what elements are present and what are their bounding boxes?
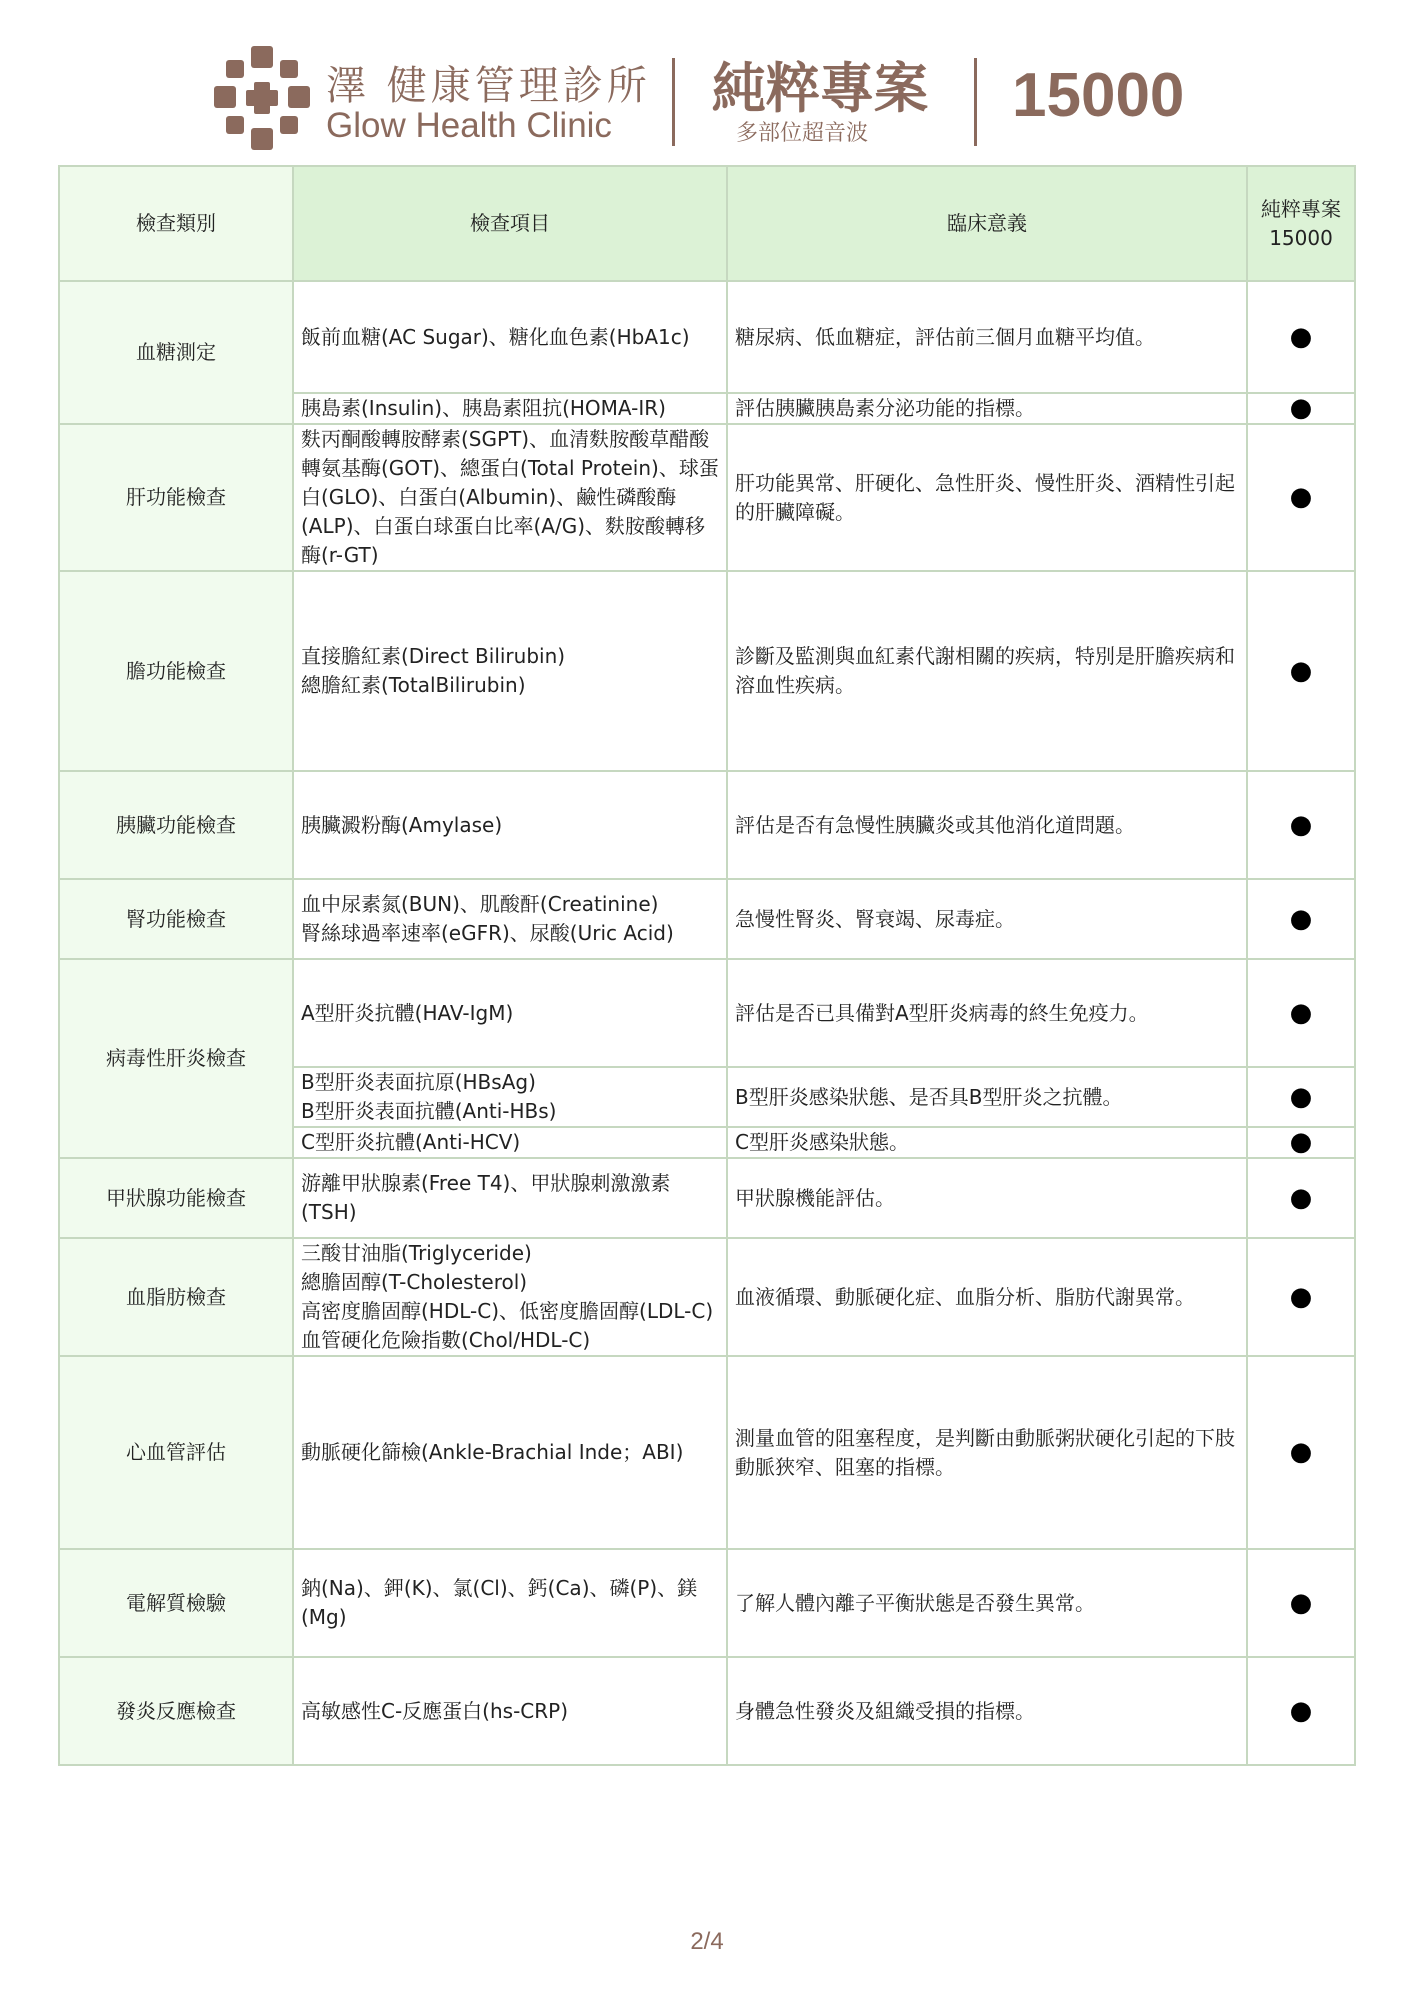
item-cell <box>293 1158 727 1238</box>
included-dot-icon: ● <box>1247 879 1355 959</box>
included-dot-icon: ● <box>1247 1158 1355 1238</box>
item-line: 血管硬化危險指數(Chol/HDL-C) <box>301 1328 591 1352</box>
table-row <box>59 1238 1355 1356</box>
item-cell <box>293 1549 727 1657</box>
item-line: 三酸甘油脂(Triglyceride) <box>301 1241 532 1265</box>
meaning-cell: C型肝炎感染狀態。 <box>727 1127 1247 1158</box>
item-cell <box>293 424 727 571</box>
item-line: 游離甲狀腺素(Free T4)、甲狀腺刺激激素(TSH) <box>301 1171 671 1224</box>
item-line: 飯前血糖(AC Sugar)、糖化血色素(HbA1c) <box>301 324 690 349</box>
item-line: 麩丙酮酸轉胺酵素(SGPT)、血清麩胺酸草醋酸轉氨基酶(GOT)、總蛋白(Total Protein)、球蛋白(GLO)、白蛋白(Albumin)、鹼性磷酸酶(ALP)、白蛋白球蛋白比率(A/G)、麩胺酸轉移酶(r-GT) <box>301 427 719 567</box>
meaning-cell: B型肝炎感染狀態、是否具B型肝炎之抗體。 <box>727 1067 1247 1127</box>
item-line: 高密度膽固醇(HDL-C)、低密度膽固醇(LDL-C) <box>301 1299 714 1323</box>
meaning-cell: 評估是否有急慢性胰臟炎或其他消化道問題。 <box>727 771 1247 879</box>
item-line: C型肝炎抗體(Anti-HCV) <box>301 1130 521 1154</box>
included-dot-icon: ● <box>1247 1127 1355 1158</box>
meaning-cell: 診斷及監測與血紅素代謝相關的疾病，特別是肝膽疾病和溶血性疾病。 <box>727 571 1247 771</box>
category-cell: 心血管評估 <box>59 1356 293 1549</box>
item-line: 總膽固醇(T-Cholesterol) <box>301 1270 528 1294</box>
item-cell <box>293 771 727 879</box>
exam-table <box>58 165 1356 1766</box>
clinic-logo-icon <box>214 46 310 150</box>
included-dot-icon: ● <box>1247 1067 1355 1127</box>
clinic-name-cn: 澤 健康管理診所 <box>326 63 651 109</box>
item-line: 胰臟澱粉酶(Amylase) <box>301 812 503 837</box>
item-cell <box>293 1356 727 1549</box>
category-cell: 發炎反應檢查 <box>59 1657 293 1765</box>
item-line: 胰島素(Insulin)、胰島素阻抗(HOMA-IR) <box>301 396 666 420</box>
meaning-cell: 身體急性發炎及組織受損的指標。 <box>727 1657 1247 1765</box>
item-cell <box>293 1127 727 1158</box>
plan-title: 純粹專案 <box>712 57 928 120</box>
item-cell <box>293 1238 727 1356</box>
header-plan <box>1247 166 1355 281</box>
table-row <box>59 1158 1355 1238</box>
included-dot-icon: ● <box>1247 959 1355 1067</box>
header-item: 檢查項目 <box>293 166 727 281</box>
meaning-cell: 測量血管的阻塞程度，是判斷由動脈粥狀硬化引起的下肢動脈狹窄、阻塞的指標。 <box>727 1356 1247 1549</box>
included-dot-icon: ● <box>1247 424 1355 571</box>
table-row <box>59 1657 1355 1765</box>
table-row <box>59 879 1355 959</box>
item-line: 總膽紅素(TotalBilirubin) <box>301 673 526 697</box>
plan-price: 15000 <box>1012 61 1185 130</box>
included-dot-icon: ● <box>1247 281 1355 393</box>
item-line: 血中尿素氮(BUN)、肌酸酐(Creatinine) <box>301 892 659 916</box>
category-cell: 電解質檢驗 <box>59 1549 293 1657</box>
item-cell <box>293 959 727 1067</box>
category-cell: 血糖測定 <box>59 281 293 424</box>
meaning-cell: 了解人體內離子平衡狀態是否發生異常。 <box>727 1549 1247 1657</box>
page-header <box>0 40 1414 160</box>
table-row <box>59 1549 1355 1657</box>
header-divider <box>974 58 977 146</box>
meaning-cell: 急慢性腎炎、腎衰竭、尿毒症。 <box>727 879 1247 959</box>
item-line: 鈉(Na)、鉀(K)、氯(Cl)、鈣(Ca)、磷(P)、鎂(Mg) <box>301 1576 698 1629</box>
meaning-cell: 糖尿病、低血糖症，評估前三個月血糖平均值。 <box>727 281 1247 393</box>
item-line: 動脈硬化篩檢(Ankle-Brachial Inde；ABI) <box>301 1440 684 1464</box>
included-dot-icon: ● <box>1247 1657 1355 1765</box>
category-cell: 甲狀腺功能檢查 <box>59 1158 293 1238</box>
item-cell <box>293 879 727 959</box>
item-line: 直接膽紅素(Direct Bilirubin) <box>301 644 566 668</box>
item-cell <box>293 393 727 424</box>
included-dot-icon: ● <box>1247 571 1355 771</box>
included-dot-icon: ● <box>1247 1238 1355 1356</box>
item-line: A型肝炎抗體(HAV-IgM) <box>301 1000 514 1025</box>
meaning-cell: 肝功能異常、肝硬化、急性肝炎、慢性肝炎、酒精性引起的肝臟障礙。 <box>727 424 1247 571</box>
item-cell <box>293 281 727 393</box>
meaning-cell: 血液循環、動脈硬化症、血脂分析、脂肪代謝異常。 <box>727 1238 1247 1356</box>
item-line: B型肝炎表面抗原(HBsAg) <box>301 1070 536 1094</box>
page-number: 2/4 <box>690 1928 724 1955</box>
table-row <box>59 571 1355 771</box>
included-dot-icon: ● <box>1247 1549 1355 1657</box>
meaning-cell: 評估是否已具備對A型肝炎病毒的終生免疫力。 <box>727 959 1247 1067</box>
table-row <box>59 771 1355 879</box>
item-cell <box>293 1657 727 1765</box>
header-meaning: 臨床意義 <box>727 166 1247 281</box>
table-row <box>59 959 1355 1067</box>
item-line: B型肝炎表面抗體(Anti-HBs) <box>301 1099 557 1123</box>
item-cell <box>293 1067 727 1127</box>
table-row <box>59 424 1355 571</box>
category-cell: 病毒性肝炎檢查 <box>59 959 293 1158</box>
item-cell <box>293 571 727 771</box>
header-divider <box>672 58 675 146</box>
category-cell: 膽功能檢查 <box>59 571 293 771</box>
item-line: 高敏感性C-反應蛋白(hs-CRP) <box>301 1698 569 1723</box>
header-category: 檢查類別 <box>59 166 293 281</box>
included-dot-icon: ● <box>1247 771 1355 879</box>
included-dot-icon: ● <box>1247 393 1355 424</box>
category-cell: 血脂肪檢查 <box>59 1238 293 1356</box>
item-line: 腎絲球過率速率(eGFR)、尿酸(Uric Acid) <box>301 921 674 945</box>
table-row <box>59 1356 1355 1549</box>
meaning-cell: 評估胰臟胰島素分泌功能的指標。 <box>727 393 1247 424</box>
category-cell: 腎功能檢查 <box>59 879 293 959</box>
meaning-cell: 甲狀腺機能評估。 <box>727 1158 1247 1238</box>
included-dot-icon: ● <box>1247 1356 1355 1549</box>
category-cell: 胰臟功能檢查 <box>59 771 293 879</box>
header-plan-name: 純粹專案 <box>1261 196 1341 221</box>
plan-subtitle: 多部位超音波 <box>735 121 868 146</box>
clinic-name-en: Glow Health Clinic <box>326 106 612 145</box>
category-cell: 肝功能檢查 <box>59 424 293 571</box>
header-plan-price: 15000 <box>1269 225 1333 250</box>
table-row <box>59 281 1355 393</box>
